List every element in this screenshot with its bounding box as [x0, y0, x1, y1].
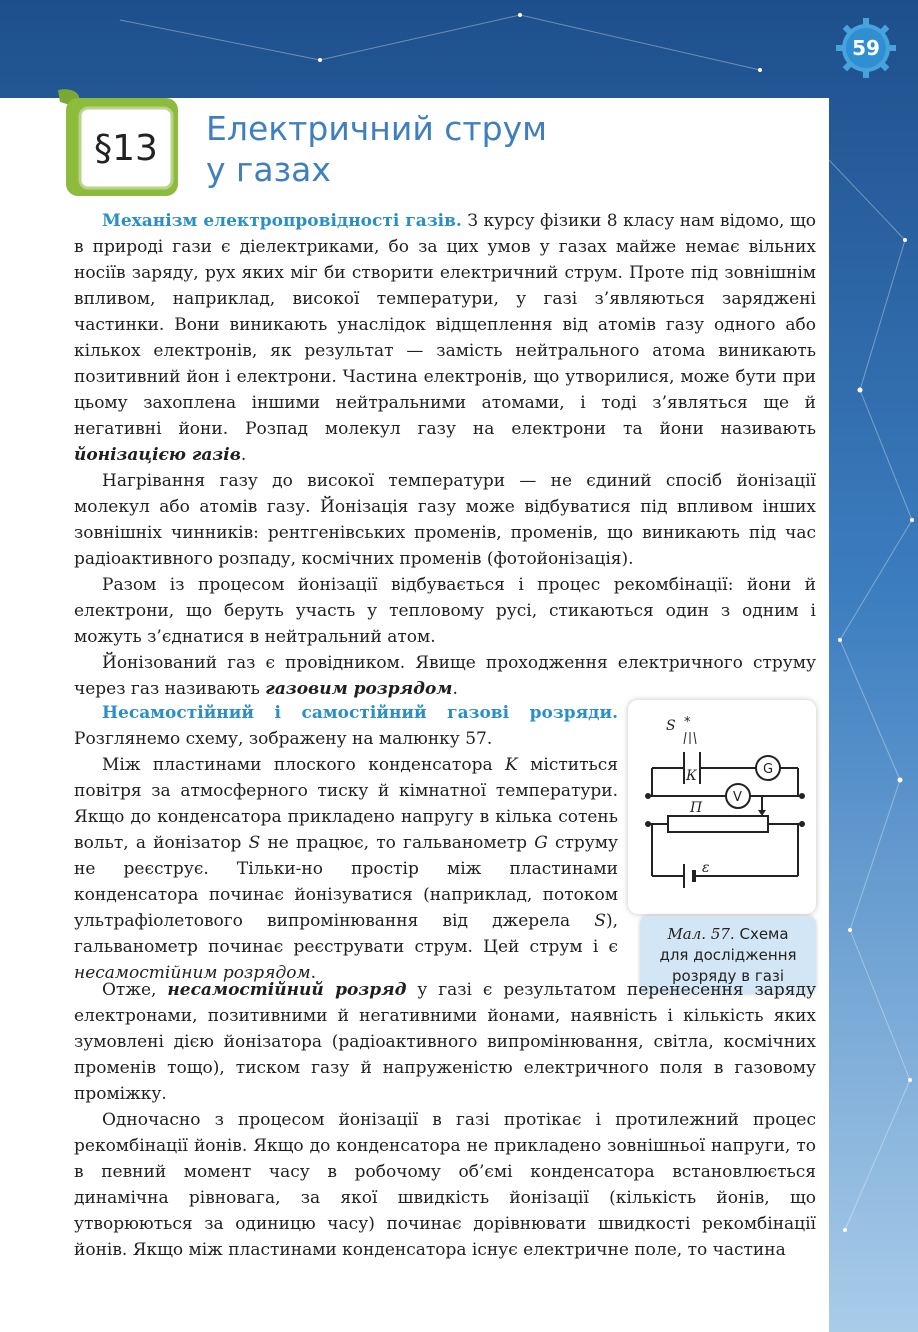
paragraph: [74, 752, 618, 986]
paragraph: [74, 208, 816, 468]
paragraph: Одночасно з процесом йонізації в газі протікає і протилежний процес рекомбінації йонів. Якщо до конденсатора не прикладено зовнішньої напруги, то в певний момент часу в робочому об’ємі конденсатора встановлюється динамічна рівновага, за якої швидкість йонізації (кількість йонів, що утворюються за одиницю часу) починає дорівнювати швидкості рекомбінації йонів. Якщо між пластинами конденсатора існує електричне поле, то частина: [74, 1110, 816, 1260]
subheading: Несамостійний і самостійний газові розряди.: [102, 703, 618, 723]
paragraph: [74, 977, 816, 1107]
symbol: S: [594, 911, 606, 931]
star-icon: *: [684, 715, 691, 730]
paragraph: [74, 700, 618, 752]
symbol: K: [505, 755, 518, 775]
caption-line-1: Схема: [739, 924, 789, 943]
page-number-badge: [834, 16, 898, 80]
paragraph-text: у газі є результатом перенесення заряду електронами, позитивними й негативними йонами, наявність і кількість яких зумовлені дією йонізатора (радіоактивного випромінювання, світла, космічних променів тощо), тиском газу й напруженістю електричного поля в газовому проміжку.: [74, 980, 816, 1104]
label-v: V: [733, 790, 742, 805]
page-number: 59: [852, 36, 880, 60]
term: несамостійним розрядом: [74, 963, 311, 983]
paragraph-text: Отже,: [102, 980, 168, 1000]
symbol: G: [534, 833, 548, 853]
body-text-block-1: [74, 208, 816, 702]
term: газовим розрядом: [265, 679, 453, 699]
body-text-block-3: [74, 977, 816, 1263]
caption-line-2: для дослідження: [659, 945, 797, 964]
section-title-line-2: у газах: [206, 150, 331, 189]
label-k: К: [686, 768, 697, 784]
paragraph-text: не працює, то гальванометр: [260, 833, 535, 853]
paragraph: Разом із процесом йонізації відбувається і процес рекомбінації: йони й електрони, що беруть участь у тепловому русі, стикаються один з одним і можуть з’єднатися в нейтральний атом.: [74, 575, 816, 647]
term: несамостійний розряд: [167, 980, 407, 1000]
section-badge: [56, 84, 186, 200]
paragraph-text: .: [240, 445, 247, 465]
paragraph-text: .: [452, 679, 458, 699]
caption-ref: Мал. 57.: [667, 924, 735, 943]
section-number: §13: [94, 127, 158, 169]
paragraph-text: струму не реєструє. Тільки-но простір між пластинами конденсатора починає йонізуватися (наприклад, потоком ультрафіолетового випромінювання від джерела: [74, 833, 619, 931]
term: йонізацією газів: [74, 445, 241, 465]
paragraph-text: .: [310, 963, 316, 983]
label-p: П: [690, 800, 703, 816]
subheading: Механізм електропровідності газів.: [102, 211, 462, 231]
figure-card: [628, 700, 816, 914]
paragraph-text: Між пластинами плоского конденсатора: [102, 755, 506, 775]
label-e: ε: [702, 860, 710, 876]
paragraph-text: міститься повітря за атмосферного тиску й кімнатної температури. Якщо до конденсатора прикладено напругу в кілька сотень вольт, а йонізатор: [74, 755, 618, 853]
section-title-line-1: Електричний струм: [206, 109, 547, 148]
circuit-diagram: [628, 700, 816, 914]
paragraph-text: Розглянемо схему, зображену на малюнку 57.: [74, 729, 493, 749]
label-g: G: [763, 762, 774, 777]
paragraph: Нагрівання газу до високої температури — не єдиний спосіб йонізації молекул або атомів газу. Йонізація газу може відбуватися під впливом інших зовнішніх чинників: рентгенівських променів, променів, що виникають під час радіоактивного розпаду, космічних променів (фотойонізація).: [74, 471, 816, 569]
section-title: [206, 108, 766, 190]
caption-line-3: розряду в газі: [671, 966, 785, 985]
label-s: S: [666, 718, 676, 734]
symbol: S: [248, 833, 261, 853]
body-text-block-2: [74, 700, 618, 986]
paragraph: [74, 650, 816, 702]
paragraph-text: ), гальванометр починає реєструвати струм. Цей струм і є: [74, 911, 618, 957]
paragraph-text: Йонізований газ є провідником. Явище проходження електричного струму через газ називають: [74, 653, 816, 699]
paragraph-text: З курсу фізики 8 класу нам відомо, що в природі гази є діелектриками, бо за цих умов у газах майже немає вільних носіїв заряду, рух яких міг би створити електричний струм. Проте під зовнішнім впливом, наприклад, високої температури, у газі з’являються заряджені частинки. Вони виникають унаслідок відщеплення від атомів газу одного або кількох електронів, як результат — замість нейтрального атома виникають позитивний йон і електрони. Частина електронів, що утворилися, може бути при цьому захоплена іншими нейтральними атомами, і тоді з’являться ще й негативні йони. Розпад молекул газу на електрони та йони називають: [74, 211, 817, 439]
